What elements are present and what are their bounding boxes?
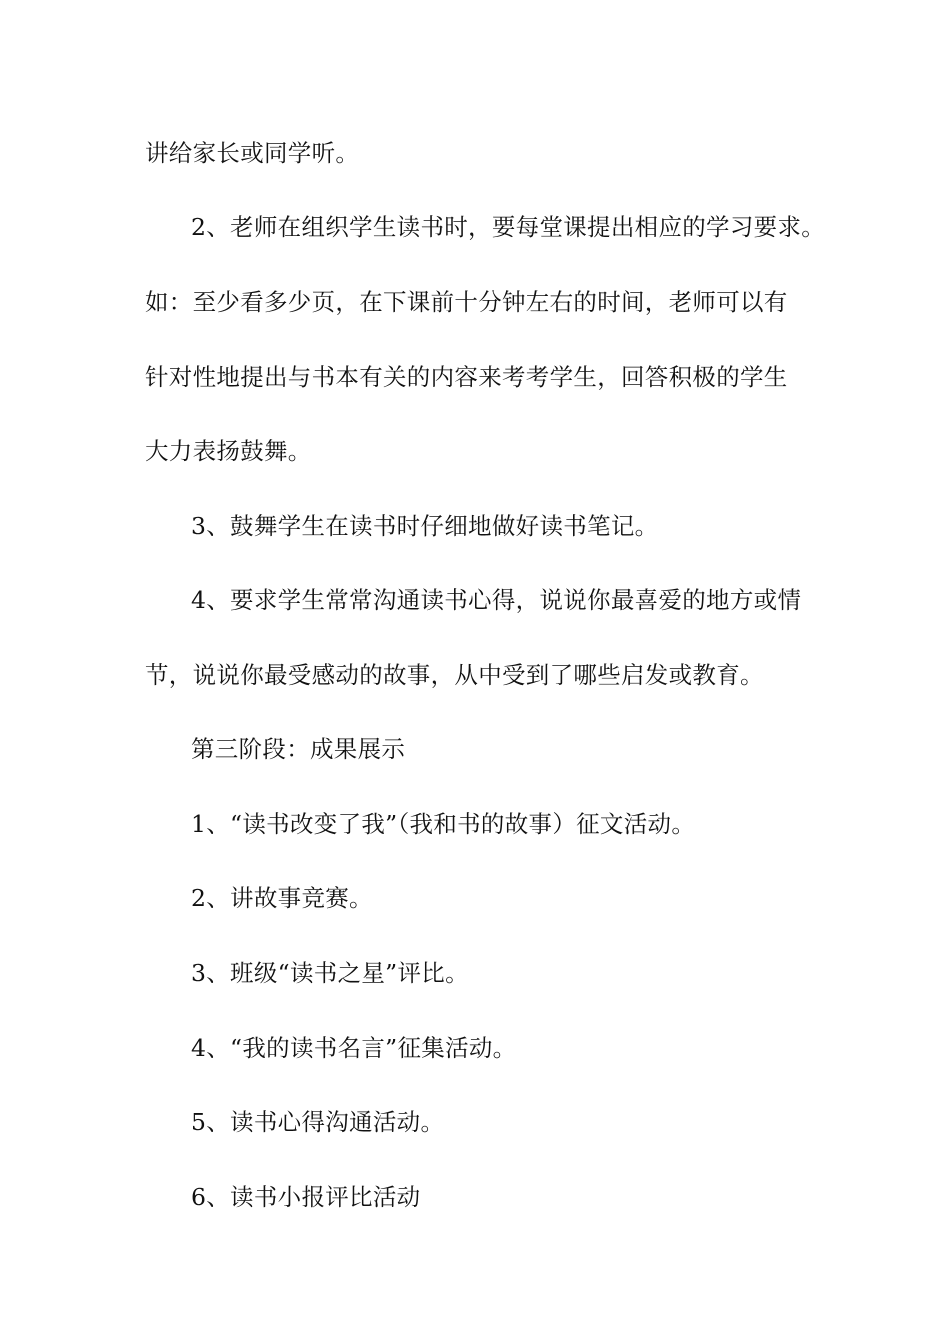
list-item: 1、“读书改变了我”（我和书的故事）征文活动。 bbox=[191, 810, 696, 838]
paragraph-line: 如：至少看多少页，在下课前十分钟左右的时间，老师可以有 bbox=[145, 288, 788, 316]
list-item: 6、读书小报评比活动 bbox=[191, 1183, 421, 1211]
paragraph-line: 4、要求学生常常沟通读书心得，说说你最喜爱的地方或情 bbox=[191, 586, 802, 614]
paragraph-line: 2、老师在组织学生读书时，要每堂课提出相应的学习要求。 bbox=[191, 213, 826, 241]
paragraph-line: 3、鼓舞学生在读书时仔细地做好读书笔记。 bbox=[191, 512, 659, 540]
list-item: 5、读书心得沟通活动。 bbox=[191, 1108, 445, 1136]
paragraph-line: 大力表扬鼓舞。 bbox=[145, 437, 312, 465]
section-heading: 第三阶段：成果展示 bbox=[191, 735, 406, 763]
paragraph-line: 针对性地提出与书本有关的内容来考考学生，回答积极的学生 bbox=[145, 363, 788, 391]
list-item: 3、班级“读书之星”评比。 bbox=[191, 959, 469, 987]
paragraph-line: 讲给家长或同学听。 bbox=[145, 139, 360, 167]
list-item: 2、讲故事竞赛。 bbox=[191, 884, 373, 912]
list-item: 4、“我的读书名言”征集活动。 bbox=[191, 1034, 517, 1062]
paragraph-line: 节，说说你最受感动的故事，从中受到了哪些启发或教育。 bbox=[145, 661, 764, 689]
